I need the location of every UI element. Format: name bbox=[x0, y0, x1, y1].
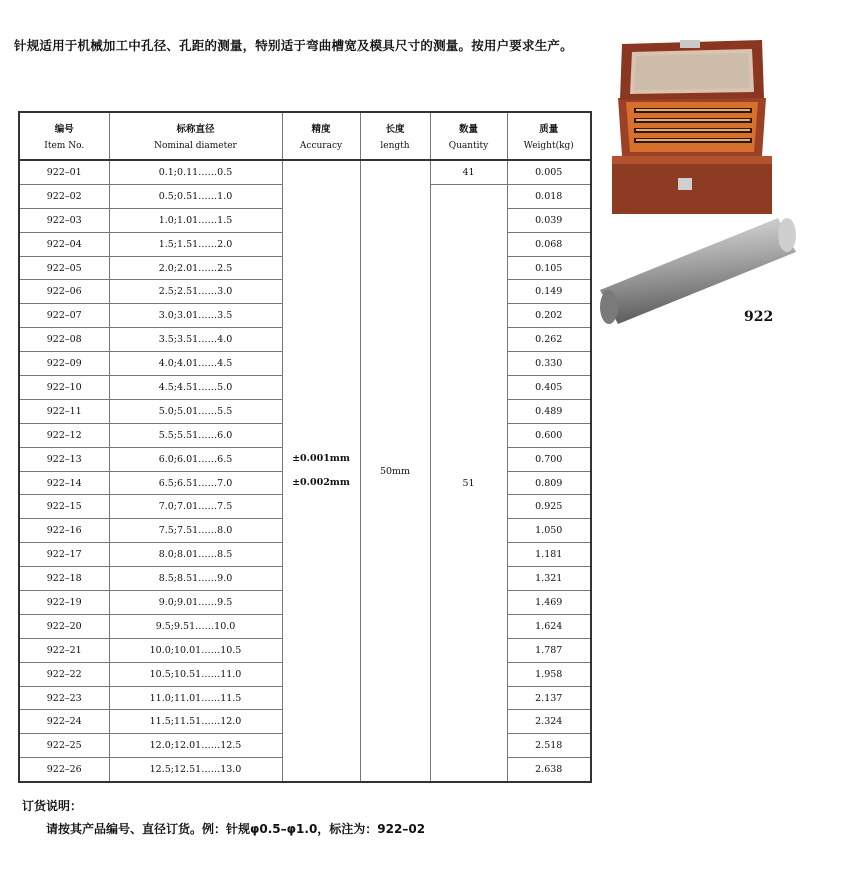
nominal-diameter-cell: 5.0;5.01……5.5 bbox=[109, 399, 282, 423]
product-label: 922 bbox=[744, 309, 774, 325]
weight-cell: 0.105 bbox=[507, 256, 591, 280]
weight-cell: 1.181 bbox=[507, 543, 591, 567]
item-no-cell: 922–20 bbox=[19, 614, 109, 638]
nominal-diameter-cell: 0.1;0.11……0.5 bbox=[109, 160, 282, 184]
item-no-cell: 922–15 bbox=[19, 495, 109, 519]
item-no-cell: 922–17 bbox=[19, 543, 109, 567]
weight-cell: 2.137 bbox=[507, 686, 591, 710]
weight-cell: 2.638 bbox=[507, 758, 591, 782]
intro-text: 针规适用于机械加工中孔径、孔距的测量，特别适于弯曲槽宽及模具尺寸的测量。按用户要求生产。 bbox=[14, 38, 573, 53]
header-item-no-cn: 编号 bbox=[19, 112, 109, 137]
nominal-diameter-cell: 1.0;1.01……1.5 bbox=[109, 208, 282, 232]
item-no-cell: 922–02 bbox=[19, 184, 109, 208]
header-quantity-en: Quantity bbox=[430, 137, 507, 160]
header-nominal-diameter-cn: 标称直径 bbox=[109, 112, 282, 137]
nominal-diameter-cell: 9.0;9.01……9.5 bbox=[109, 591, 282, 615]
weight-cell: 0.039 bbox=[507, 208, 591, 232]
header-quantity-cn: 数量 bbox=[430, 112, 507, 137]
weight-cell: 1.469 bbox=[507, 591, 591, 615]
header-item-no-en: Item No. bbox=[19, 137, 109, 160]
item-no-cell: 922–19 bbox=[19, 591, 109, 615]
weight-cell: 0.925 bbox=[507, 495, 591, 519]
nominal-diameter-cell: 5.5;5.51……6.0 bbox=[109, 423, 282, 447]
weight-cell: 0.489 bbox=[507, 399, 591, 423]
weight-cell: 0.405 bbox=[507, 376, 591, 400]
item-no-cell: 922–04 bbox=[19, 232, 109, 256]
item-no-cell: 922–14 bbox=[19, 471, 109, 495]
item-no-cell: 922–08 bbox=[19, 328, 109, 352]
item-no-cell: 922–18 bbox=[19, 567, 109, 591]
nominal-diameter-cell: 12.5;12.51……13.0 bbox=[109, 758, 282, 782]
item-no-cell: 922–13 bbox=[19, 447, 109, 471]
nominal-diameter-cell: 0.5;0.51……1.0 bbox=[109, 184, 282, 208]
accuracy-cell bbox=[282, 160, 360, 782]
weight-cell: 0.005 bbox=[507, 160, 591, 184]
weight-cell: 0.068 bbox=[507, 232, 591, 256]
weight-cell: 0.330 bbox=[507, 352, 591, 376]
header-row-cn bbox=[19, 112, 591, 137]
table-row bbox=[19, 160, 591, 184]
nominal-diameter-cell: 3.5;3.51……4.0 bbox=[109, 328, 282, 352]
item-no-cell: 922–06 bbox=[19, 280, 109, 304]
nominal-diameter-cell: 6.5;6.51……7.0 bbox=[109, 471, 282, 495]
nominal-diameter-cell: 7.0;7.01……7.5 bbox=[109, 495, 282, 519]
item-no-cell: 922–22 bbox=[19, 662, 109, 686]
weight-cell: 0.262 bbox=[507, 328, 591, 352]
nominal-diameter-cell: 4.0;4.01……4.5 bbox=[109, 352, 282, 376]
header-accuracy-en: Accuracy bbox=[282, 137, 360, 160]
nominal-diameter-cell: 2.0;2.01……2.5 bbox=[109, 256, 282, 280]
weight-cell: 2.324 bbox=[507, 710, 591, 734]
nominal-diameter-cell: 10.0;10.01……10.5 bbox=[109, 638, 282, 662]
order-title: 订货说明： bbox=[22, 799, 83, 813]
header-weight-cn: 质量 bbox=[507, 112, 591, 137]
nominal-diameter-cell: 7.5;7.51……8.0 bbox=[109, 519, 282, 543]
weight-cell: 0.600 bbox=[507, 423, 591, 447]
weight-cell: 0.700 bbox=[507, 447, 591, 471]
weight-cell: 1.787 bbox=[507, 638, 591, 662]
header-row-en bbox=[19, 137, 591, 160]
item-no-cell: 922–10 bbox=[19, 376, 109, 400]
item-no-cell: 922–24 bbox=[19, 710, 109, 734]
weight-cell: 1.624 bbox=[507, 614, 591, 638]
nominal-diameter-cell: 8.0;8.01……8.5 bbox=[109, 543, 282, 567]
pin-gauge-case-image bbox=[612, 38, 772, 218]
nominal-diameter-cell: 9.5;9.51……10.0 bbox=[109, 614, 282, 638]
nominal-diameter-cell: 3.0;3.01……3.5 bbox=[109, 304, 282, 328]
quantity-cell: 51 bbox=[430, 184, 507, 782]
item-no-cell: 922–09 bbox=[19, 352, 109, 376]
nominal-diameter-cell: 12.0;12.01……12.5 bbox=[109, 734, 282, 758]
nominal-diameter-cell: 1.5;1.51……2.0 bbox=[109, 232, 282, 256]
nominal-diameter-cell: 11.0;11.01……11.5 bbox=[109, 686, 282, 710]
nominal-diameter-cell: 8.5;8.51……9.0 bbox=[109, 567, 282, 591]
item-no-cell: 922–23 bbox=[19, 686, 109, 710]
weight-cell: 0.149 bbox=[507, 280, 591, 304]
item-no-cell: 922–12 bbox=[19, 423, 109, 447]
header-length-en: length bbox=[360, 137, 430, 160]
accuracy-value: ±0.001mm bbox=[292, 453, 350, 465]
header-accuracy-cn: 精度 bbox=[282, 112, 360, 137]
item-no-cell: 922–07 bbox=[19, 304, 109, 328]
order-instruction: 请按其产品编号、直径订货。例：针规φ0.5–φ1.0，标注为：922–02 bbox=[46, 822, 426, 836]
spec-table bbox=[18, 111, 592, 783]
item-no-cell: 922–16 bbox=[19, 519, 109, 543]
length-cell: 50mm bbox=[360, 160, 430, 782]
item-no-cell: 922–21 bbox=[19, 638, 109, 662]
weight-cell: 0.202 bbox=[507, 304, 591, 328]
nominal-diameter-cell: 10.5;10.51……11.0 bbox=[109, 662, 282, 686]
nominal-diameter-cell: 6.0;6.01……6.5 bbox=[109, 447, 282, 471]
item-no-cell: 922–25 bbox=[19, 734, 109, 758]
header-weight-en: Weight(kg) bbox=[507, 137, 591, 160]
nominal-diameter-cell: 2.5;2.51……3.0 bbox=[109, 280, 282, 304]
weight-cell: 0.018 bbox=[507, 184, 591, 208]
item-no-cell: 922–05 bbox=[19, 256, 109, 280]
item-no-cell: 922–01 bbox=[19, 160, 109, 184]
header-length-cn: 长度 bbox=[360, 112, 430, 137]
weight-cell: 1.958 bbox=[507, 662, 591, 686]
item-no-cell: 922–26 bbox=[19, 758, 109, 782]
item-no-cell: 922–03 bbox=[19, 208, 109, 232]
nominal-diameter-cell: 11.5;11.51……12.0 bbox=[109, 710, 282, 734]
quantity-cell: 41 bbox=[430, 160, 507, 184]
accuracy-value: ±0.002mm bbox=[292, 477, 350, 489]
weight-cell: 2.518 bbox=[507, 734, 591, 758]
item-no-cell: 922–11 bbox=[19, 399, 109, 423]
header-nominal-diameter-en: Nominal diameter bbox=[109, 137, 282, 160]
weight-cell: 1.321 bbox=[507, 567, 591, 591]
nominal-diameter-cell: 4.5;4.51……5.0 bbox=[109, 376, 282, 400]
table-body bbox=[19, 160, 591, 782]
weight-cell: 1.050 bbox=[507, 519, 591, 543]
weight-cell: 0.809 bbox=[507, 471, 591, 495]
